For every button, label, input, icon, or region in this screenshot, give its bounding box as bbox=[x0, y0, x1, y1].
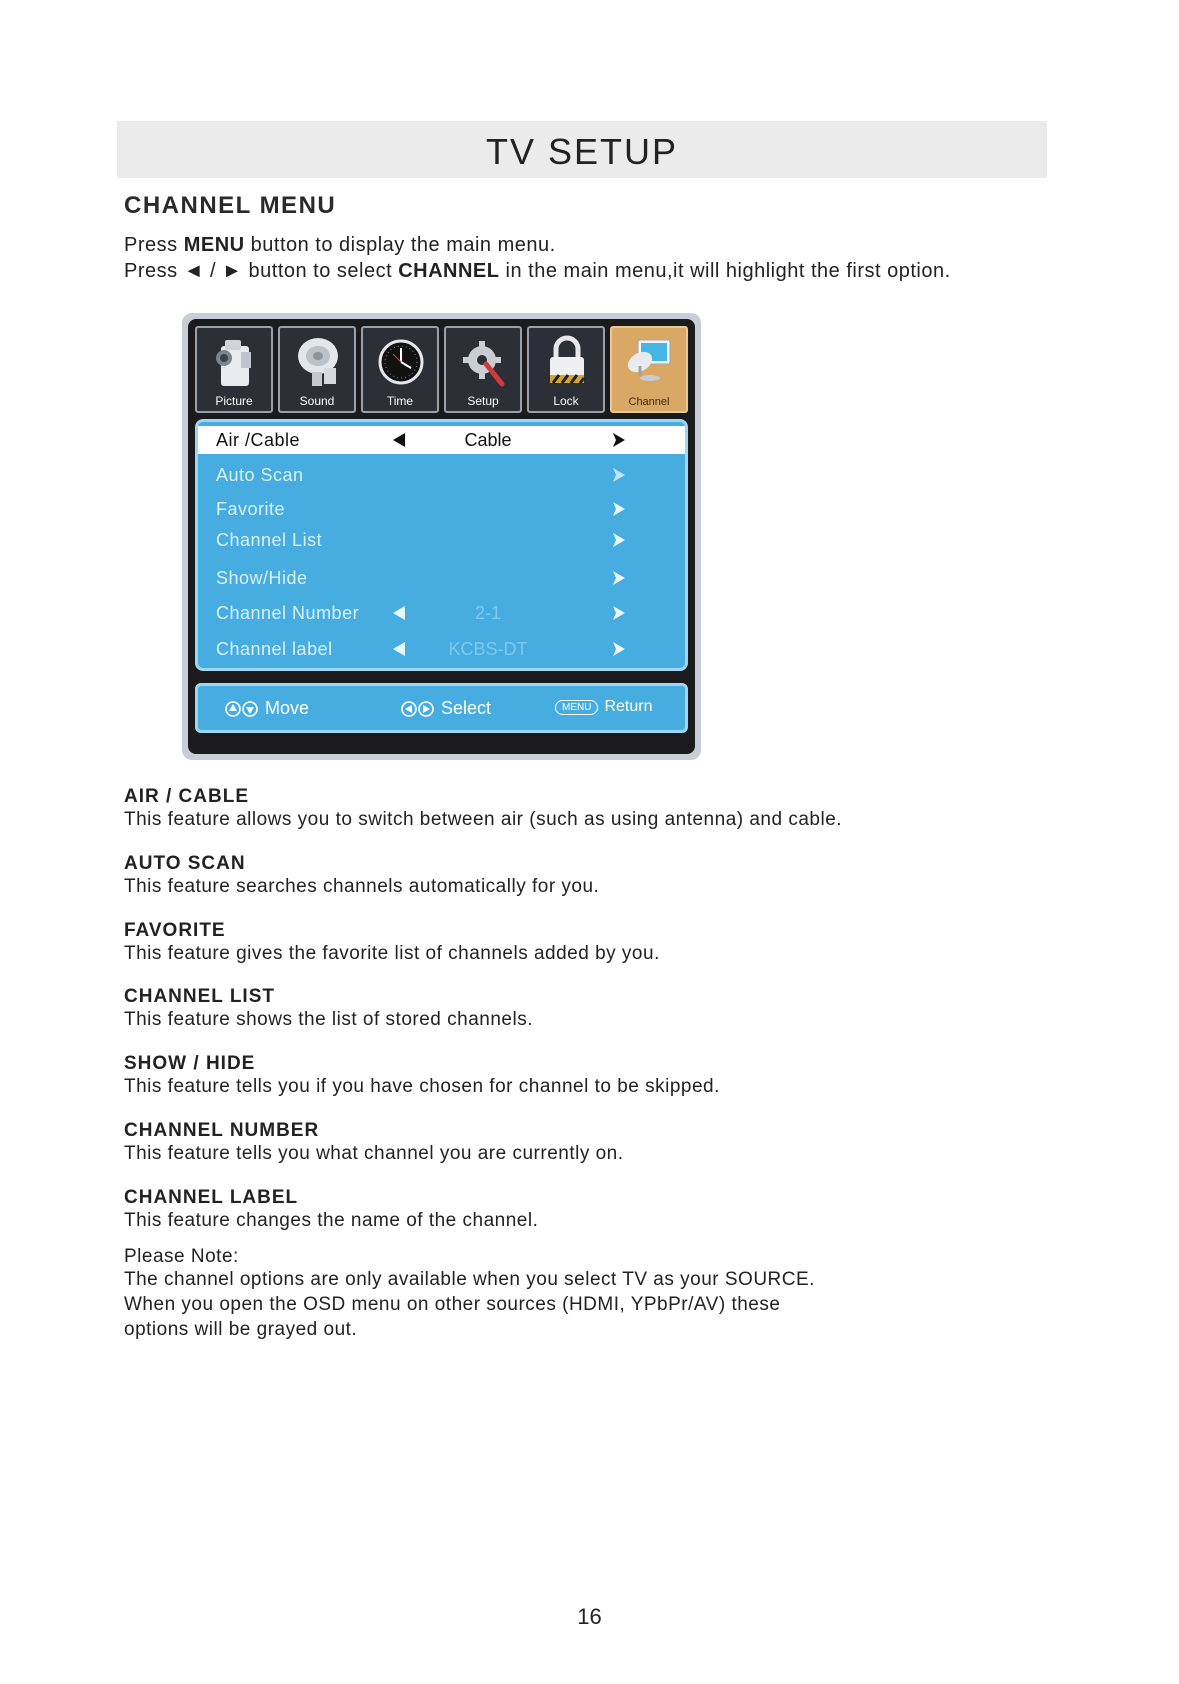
arrow-right-icon bbox=[612, 605, 626, 621]
option-air-cable[interactable]: Air /Cable Cable bbox=[198, 426, 685, 454]
note-line: When you open the OSD menu on other sources (HDMI, YPbPr/AV) these bbox=[124, 1294, 781, 1315]
option-value: Cable bbox=[464, 430, 512, 450]
tab-label: Lock bbox=[553, 394, 579, 408]
option-channel-label[interactable]: Channel label KCBS-DT bbox=[198, 635, 685, 663]
feature-desc: This feature tells you what channel you are currently on. bbox=[124, 1143, 624, 1164]
page-number: 16 bbox=[577, 1604, 602, 1629]
feature-desc: This feature shows the list of stored channels. bbox=[124, 1009, 533, 1030]
feature-title: SHOW / HIDE bbox=[124, 1053, 256, 1074]
padlock-icon bbox=[543, 332, 591, 392]
arrow-right-icon[interactable] bbox=[612, 432, 626, 448]
section-heading: CHANNEL MENU bbox=[124, 192, 337, 219]
arrow-right-icon bbox=[612, 641, 626, 657]
option-auto-scan[interactable]: Auto Scan bbox=[198, 461, 685, 489]
up-down-icon bbox=[225, 700, 259, 718]
tab-time[interactable] bbox=[361, 326, 439, 413]
camcorder-icon bbox=[211, 332, 259, 392]
option-value: 2-1 bbox=[474, 603, 501, 623]
osd-tab-bar bbox=[195, 326, 688, 413]
feature-title: CHANNEL LIST bbox=[124, 986, 275, 1007]
note-line: options will be grayed out. bbox=[124, 1319, 358, 1340]
feature-desc: This feature tells you if you have chosen for channel to be skipped. bbox=[124, 1076, 720, 1097]
speaker-icon bbox=[294, 332, 342, 392]
tab-channel[interactable] bbox=[610, 326, 688, 413]
left-right-arrows: ◄ / ► bbox=[183, 260, 243, 282]
page-title: TV SETUP bbox=[485, 131, 679, 172]
intro-line-2: Press ◄ / ► button to select CHANNEL in the main menu,it will highlight the first option. bbox=[124, 260, 951, 282]
arrow-right-icon bbox=[612, 570, 626, 586]
tab-sound[interactable] bbox=[278, 326, 356, 413]
feature-desc: This feature changes the name of the channel. bbox=[124, 1210, 539, 1231]
arrow-right-icon bbox=[612, 532, 626, 548]
tab-picture[interactable] bbox=[195, 326, 273, 413]
osd-frame bbox=[188, 319, 695, 754]
title-bar bbox=[117, 121, 1047, 178]
arrow-right-icon bbox=[612, 467, 626, 483]
option-channel-list[interactable]: Channel List bbox=[198, 526, 685, 554]
note-label: Please Note: bbox=[124, 1246, 239, 1267]
tab-setup[interactable] bbox=[444, 326, 522, 413]
feature-title: FAVORITE bbox=[124, 920, 226, 941]
tab-label: Time bbox=[386, 394, 414, 408]
left-right-icon bbox=[401, 700, 435, 718]
tab-label: Setup bbox=[467, 394, 499, 408]
intro-line-1: Press MENU button to display the main menu. bbox=[124, 234, 556, 256]
arrow-right-icon bbox=[612, 501, 626, 517]
hint-select: Select bbox=[401, 698, 491, 719]
option-channel-number[interactable]: Channel Number 2-1 bbox=[198, 599, 685, 627]
feature-desc: This feature allows you to switch between air (such as using antenna) and cable. bbox=[124, 809, 843, 830]
feature-title: CHANNEL LABEL bbox=[124, 1187, 299, 1208]
menu-key-badge: MENU bbox=[555, 700, 598, 715]
tab-lock[interactable] bbox=[527, 326, 605, 413]
feature-title: AUTO SCAN bbox=[124, 853, 246, 874]
gear-wrench-icon bbox=[460, 332, 508, 392]
tab-label: Sound bbox=[299, 394, 335, 408]
tab-label: Picture bbox=[215, 394, 253, 408]
channel-options-list bbox=[195, 419, 688, 671]
hint-move: Move bbox=[225, 698, 309, 719]
option-show-hide[interactable]: Show/Hide bbox=[198, 564, 685, 592]
feature-title: CHANNEL NUMBER bbox=[124, 1120, 320, 1141]
feature-desc: This feature gives the favorite list of channels added by you. bbox=[124, 943, 660, 964]
hint-return: MENU Return bbox=[555, 698, 652, 716]
option-value: KCBS-DT bbox=[448, 639, 528, 659]
clock-icon bbox=[377, 332, 425, 392]
feature-desc: This feature searches channels automatically for you. bbox=[124, 876, 600, 897]
osd-footer bbox=[195, 683, 688, 733]
osd-menu bbox=[182, 313, 701, 760]
option-favorite[interactable]: Favorite bbox=[198, 495, 685, 523]
feature-title: AIR / CABLE bbox=[124, 786, 249, 807]
satellite-tv-icon bbox=[626, 332, 674, 392]
note-line: The channel options are only available when you select TV as your SOURCE. bbox=[124, 1269, 815, 1290]
tab-label: Channel bbox=[628, 396, 670, 408]
